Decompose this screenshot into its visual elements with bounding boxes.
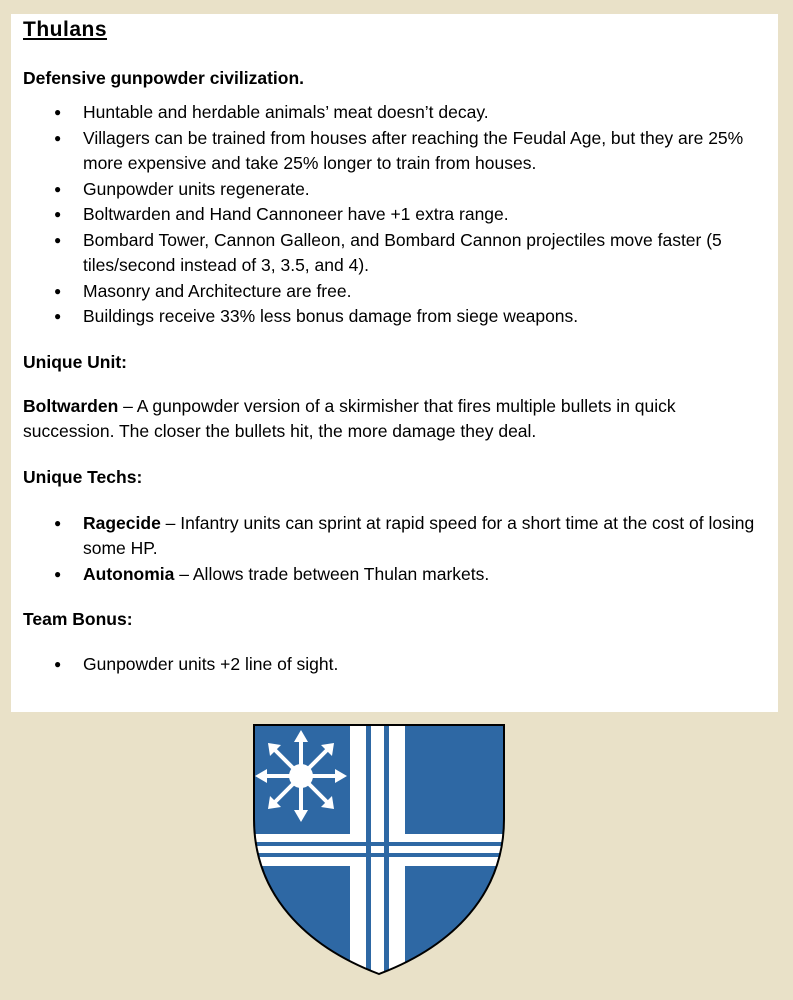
chaos-star-icon xyxy=(255,730,347,822)
tech-description: – Allows trade between Thulan markets. xyxy=(174,563,490,584)
unique-unit-heading: Unique Unit: xyxy=(23,351,128,372)
civ-description-panel xyxy=(11,14,778,712)
list-item: ● Villagers can be trained from houses after reaching the Feudal Age, but they are 25% more expensive and take 25% longer to train from houses. xyxy=(23,126,770,177)
list-item: ● Gunpowder units regenerate. xyxy=(23,177,770,203)
unique-unit-name: Boltwarden xyxy=(23,395,119,416)
civ-bonus-list xyxy=(23,100,770,330)
list-item: ● Bombard Tower, Cannon Galleon, and Bombard Cannon projectiles move faster (5 tiles/second instead of 3, 3.5, and 4). xyxy=(23,228,770,279)
list-item xyxy=(23,511,770,562)
list-item: ● Masonry and Architecture are free. xyxy=(23,279,770,305)
list-item: ● Boltwarden and Hand Cannoneer have +1 extra range. xyxy=(23,202,770,228)
tech-name: Autonomia xyxy=(83,563,175,584)
unique-unit-description xyxy=(23,394,770,445)
team-bonus-list xyxy=(23,652,770,678)
unique-unit-text: – A gunpowder version of a skirmisher that fires multiple bullets in quick succession. The closer the bullets hit, the more damage they deal. xyxy=(23,395,676,441)
unique-techs-heading: Unique Techs: xyxy=(23,466,143,487)
unique-techs-list xyxy=(23,511,770,588)
team-bonus-heading: Team Bonus: xyxy=(23,609,133,629)
tech-name: Ragecide xyxy=(83,512,161,533)
tech-description: – Infantry units can sprint at rapid speed for a short time at the cost of losing some HP. xyxy=(83,512,755,558)
civ-title: Thulans xyxy=(23,18,108,41)
list-item: ● Gunpowder units +2 line of sight. xyxy=(23,652,770,678)
list-item: ● Buildings receive 33% less bonus damage from siege weapons. xyxy=(23,304,770,330)
list-item: ● Huntable and herdable animals’ meat doesn’t decay. xyxy=(23,100,770,126)
civ-emblem xyxy=(253,724,505,976)
list-item xyxy=(23,562,770,588)
civ-tagline: Defensive gunpowder civilization. xyxy=(23,68,305,88)
chaos-star-cross-shield-icon xyxy=(253,724,505,976)
